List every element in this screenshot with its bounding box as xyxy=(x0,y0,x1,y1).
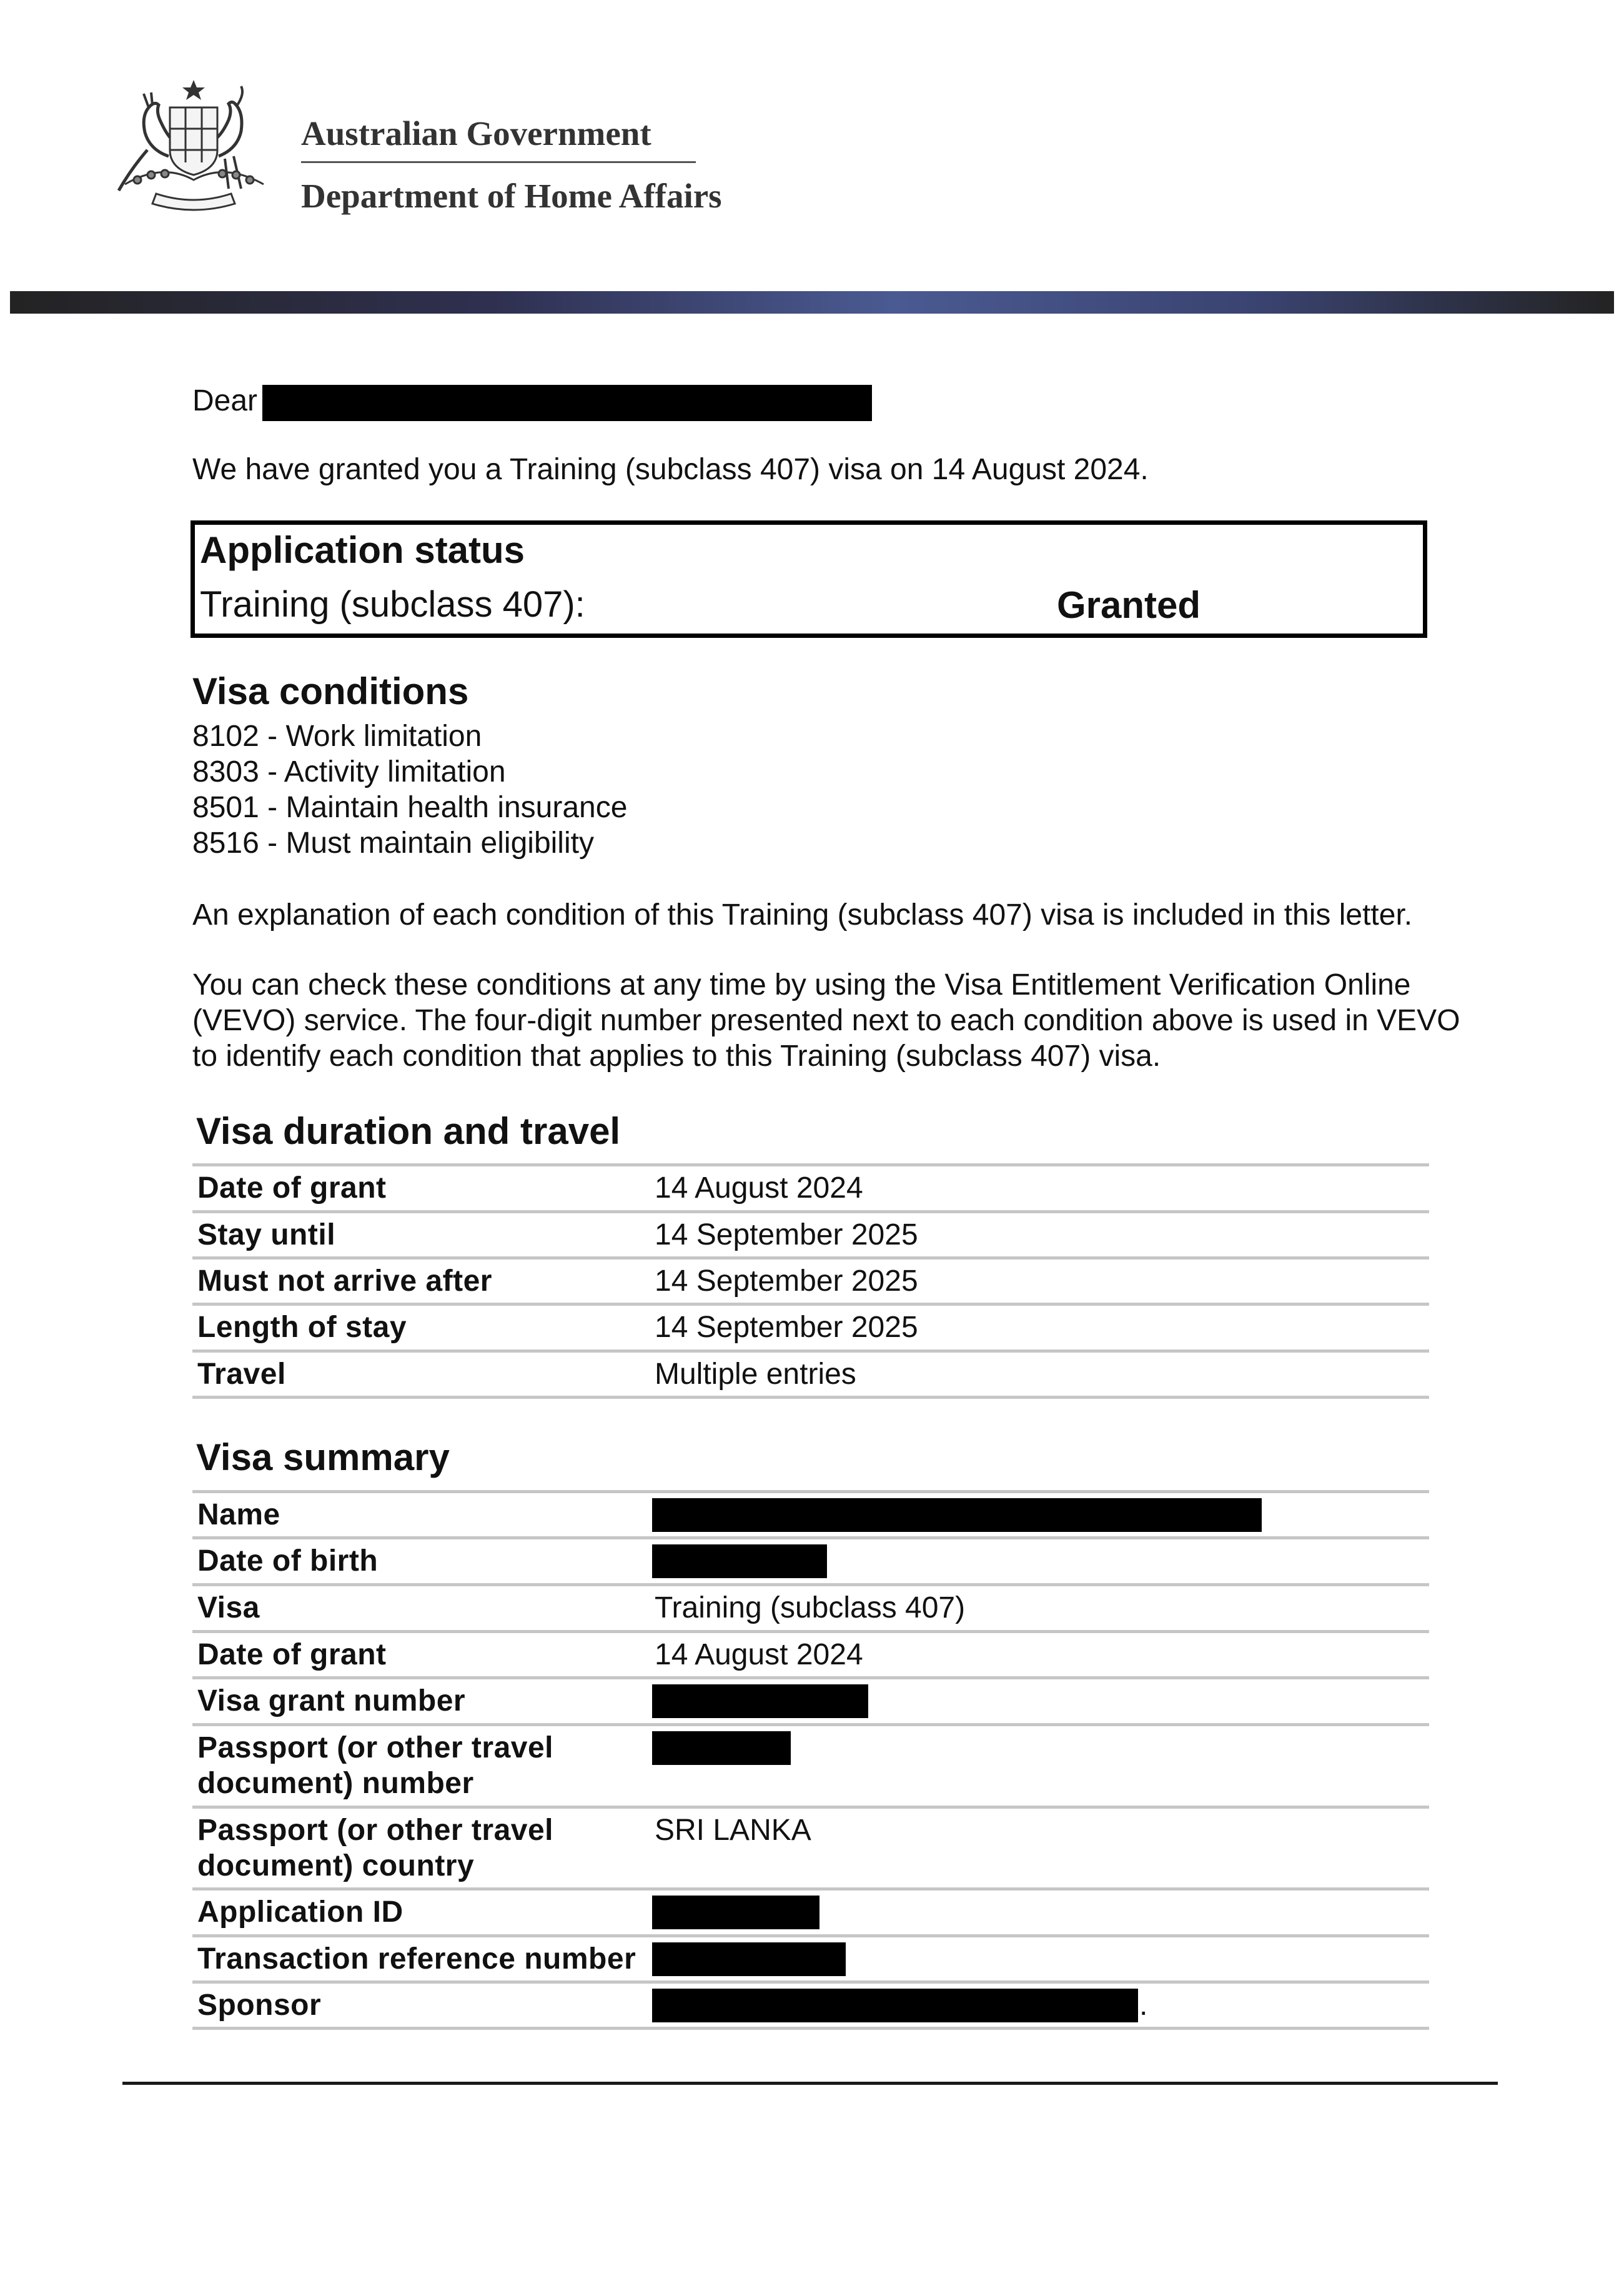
table-row xyxy=(192,1630,1429,1676)
header-banner xyxy=(10,291,1614,314)
table-row xyxy=(192,1676,1429,1723)
government-name: Australian Government xyxy=(301,114,651,152)
row-label: Length of stay xyxy=(197,1311,407,1344)
table-row xyxy=(192,1303,1429,1349)
table-row xyxy=(192,1723,1429,1806)
conditions-list xyxy=(192,718,627,861)
row-label: Name xyxy=(197,1498,280,1531)
row-label: Transaction reference number xyxy=(197,1942,636,1975)
table-row xyxy=(192,1163,1429,1210)
row-label: Date of grant xyxy=(197,1171,387,1205)
row-value: Training (subclass 407) xyxy=(655,1591,966,1624)
row-label: Passport (or other travel document) country xyxy=(197,1814,553,1882)
table-row xyxy=(192,1536,1429,1583)
row-label: Must not arrive after xyxy=(197,1265,492,1298)
conditions-heading: Visa conditions xyxy=(192,670,469,712)
table-row xyxy=(192,1256,1429,1303)
sponsor-suffix: . xyxy=(1139,1989,1148,2022)
row-label: Sponsor xyxy=(197,1989,322,2022)
condition-item: 8102 - Work limitation xyxy=(192,720,482,753)
row-label: Passport (or other travel document) number xyxy=(197,1731,553,1800)
condition-item: 8303 - Activity limitation xyxy=(192,755,506,788)
redacted-application-id xyxy=(652,1896,819,1929)
table-row xyxy=(192,1887,1429,1934)
row-value: 14 September 2025 xyxy=(655,1311,918,1344)
redacted-visa-grant-number xyxy=(652,1684,868,1718)
table-row xyxy=(192,1349,1429,1399)
table-row xyxy=(192,1806,1429,1887)
row-value: SRI LANKA xyxy=(655,1814,811,1847)
footer-divider xyxy=(122,2082,1498,2085)
redacted-sponsor xyxy=(652,1989,1138,2022)
table-row xyxy=(192,1934,1429,1980)
row-value: Multiple entries xyxy=(655,1358,856,1391)
table-row xyxy=(192,1583,1429,1630)
table-row xyxy=(192,1210,1429,1256)
condition-item: 8516 - Must maintain eligibility xyxy=(192,827,594,860)
conditions-explanation: An explanation of each condition of this Training (subclass 407) visa is included in this letter. xyxy=(192,898,1413,932)
row-value: 14 September 2025 xyxy=(655,1218,918,1251)
row-label: Date of grant xyxy=(197,1638,387,1671)
row-value: 14 August 2024 xyxy=(655,1171,863,1205)
grant-intro: We have granted you a Training (subclass 407) visa on 14 August 2024. xyxy=(192,453,1149,486)
redacted-date-of-birth xyxy=(652,1544,827,1578)
row-label: Travel xyxy=(197,1358,286,1391)
status-label: Training (subclass 407): xyxy=(200,584,585,625)
row-label: Visa xyxy=(197,1591,260,1624)
department-name: Department of Home Affairs xyxy=(301,177,722,215)
summary-heading: Visa summary xyxy=(196,1436,450,1478)
table-row xyxy=(192,1490,1429,1536)
redacted-recipient-name xyxy=(262,385,872,421)
duration-heading: Visa duration and travel xyxy=(196,1110,621,1152)
row-label: Date of birth xyxy=(197,1544,379,1578)
redacted-passport-number xyxy=(652,1731,791,1765)
status-value: Granted xyxy=(1057,584,1201,626)
redacted-transaction-reference xyxy=(652,1942,846,1976)
redacted-name xyxy=(652,1498,1262,1532)
row-value: 14 September 2025 xyxy=(655,1265,918,1298)
australian-coat-of-arms-icon xyxy=(100,75,287,219)
status-title: Application status xyxy=(200,529,525,571)
salutation: Dear xyxy=(192,384,258,417)
table-row xyxy=(192,1980,1429,2030)
row-value: 14 August 2024 xyxy=(655,1638,863,1671)
condition-item: 8501 - Maintain health insurance xyxy=(192,791,628,824)
vevo-note: You can check these conditions at any time by using the Visa Entitlement Verification Online (VEVO) service. The four-digit number presented next to each condition above is used in VEVO to identify each condition that applies to this Training (subclass 407) visa. xyxy=(192,968,1460,1073)
row-label: Application ID xyxy=(197,1896,404,1929)
brand-divider xyxy=(301,161,696,163)
row-label: Visa grant number xyxy=(197,1684,466,1717)
row-label: Stay until xyxy=(197,1218,336,1251)
